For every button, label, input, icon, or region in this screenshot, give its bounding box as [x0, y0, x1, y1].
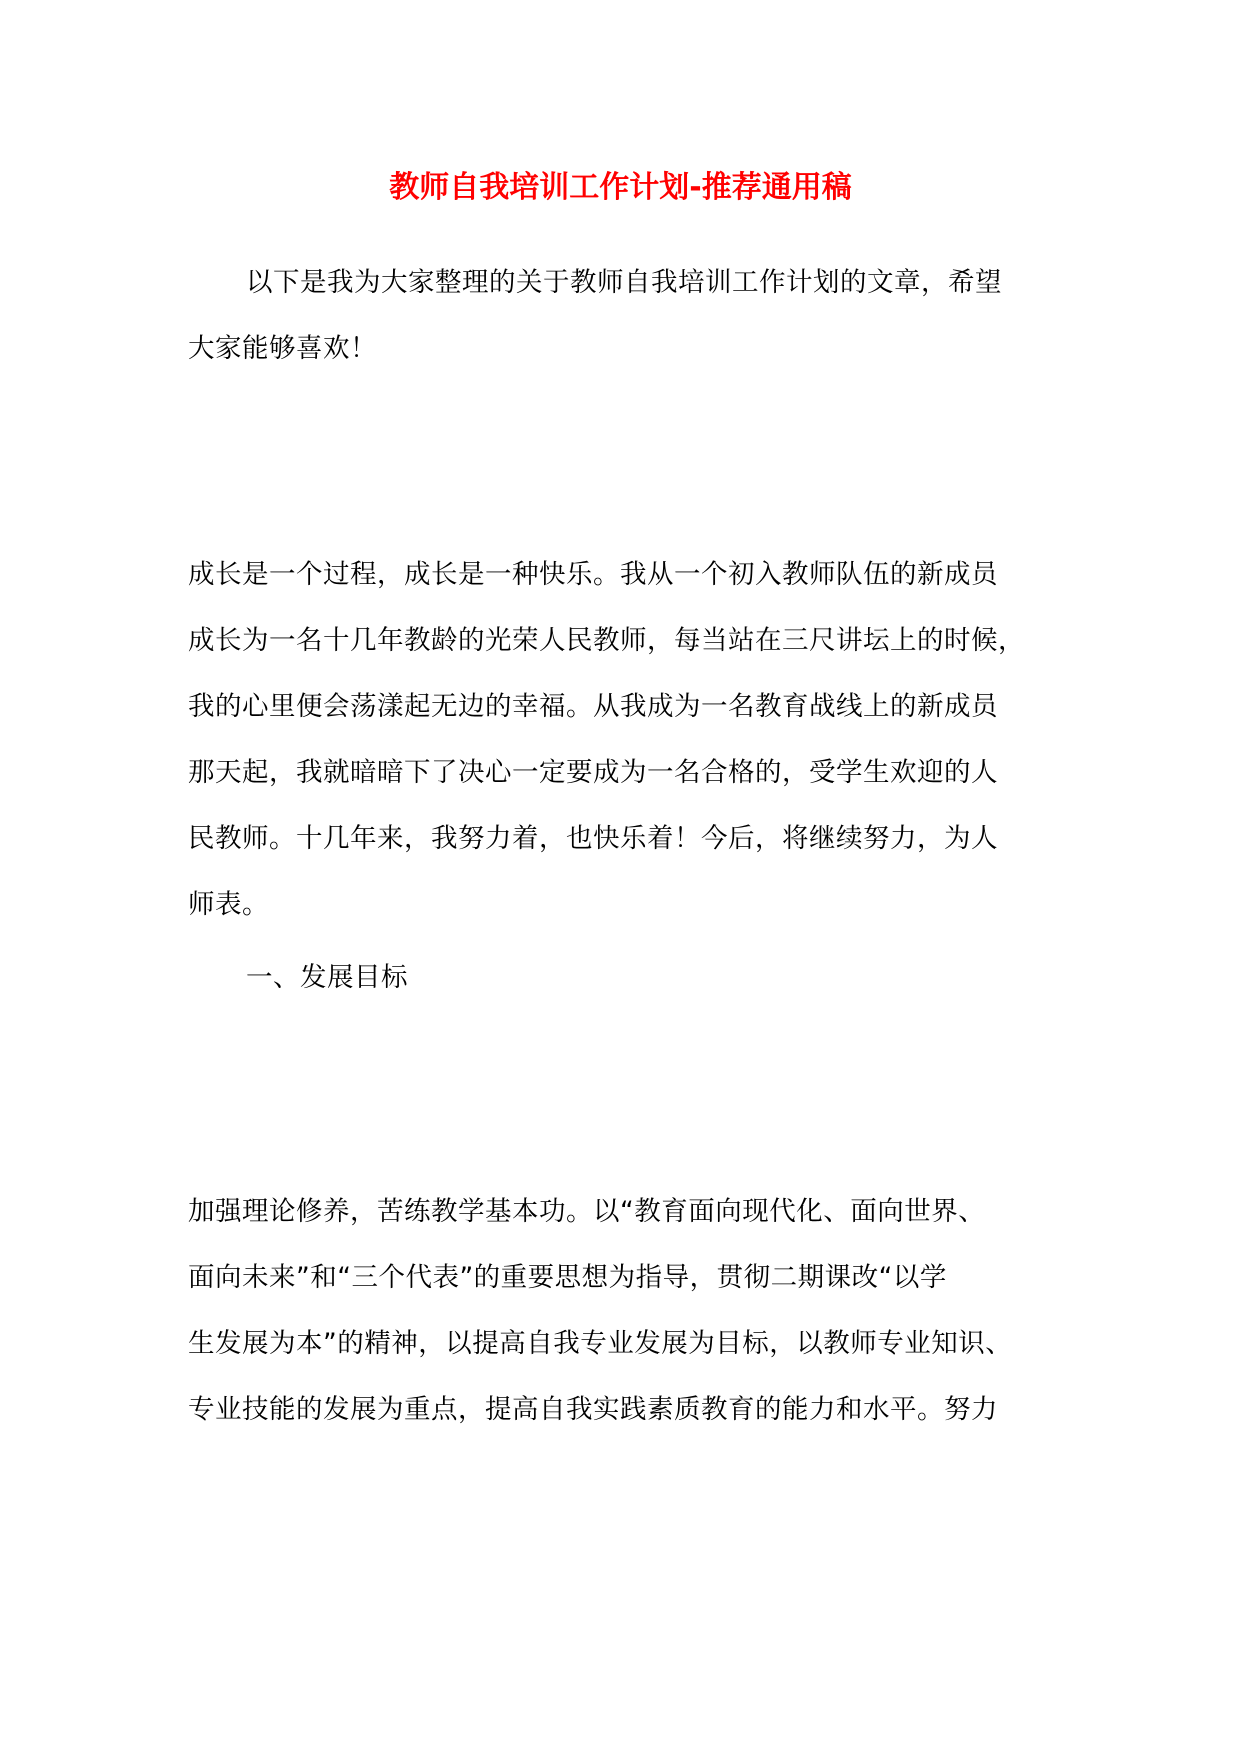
paragraph-line: 生发展为本”的精神，以提高自我专业发展为目标，以教师专业知识、 [188, 1328, 1013, 1359]
paragraph-line: 成长是一个过程，成长是一种快乐。我从一个初入教师队伍的新成员 [188, 559, 998, 590]
paragraph-line: 民教师。十几年来，我努力着，也快乐着！今后，将继续努力，为人 [188, 823, 998, 854]
paragraph-line: 加强理论修养，苦练教学基本功。以“教育面向现代化、面向世界、 [188, 1196, 986, 1227]
document-title: 教师自我培训工作计划-推荐通用稿 [389, 170, 852, 205]
paragraph-line: 专业技能的发展为重点，提高自我实践素质教育的能力和水平。努力 [188, 1394, 998, 1425]
paragraph-line: 成长为一名十几年教龄的光荣人民教师，每当站在三尺讲坛上的时候， [188, 625, 1025, 656]
paragraph-line: 我的心里便会荡漾起无边的幸福。从我成为一名教育战线上的新成员 [188, 691, 998, 722]
intro-line: 大家能够喜欢！ [188, 333, 377, 364]
paragraph-line: 面向未来”和“三个代表”的重要思想为指导，贯彻二期课改“以学 [188, 1262, 947, 1293]
intro-paragraph [188, 250, 1078, 382]
section-heading-text: 一、发展目标 [246, 962, 408, 993]
paragraph-line: 师表。 [188, 889, 269, 920]
body-paragraph-2 [188, 1179, 1078, 1443]
section-heading [188, 945, 1078, 1011]
intro-line: 以下是我为大家整理的关于教师自我培训工作计划的文章，希望 [246, 267, 1002, 298]
body-paragraph-1 [188, 542, 1078, 938]
paragraph-line: 那天起，我就暗暗下了决心一定要成为一名合格的，受学生欢迎的人 [188, 757, 998, 788]
